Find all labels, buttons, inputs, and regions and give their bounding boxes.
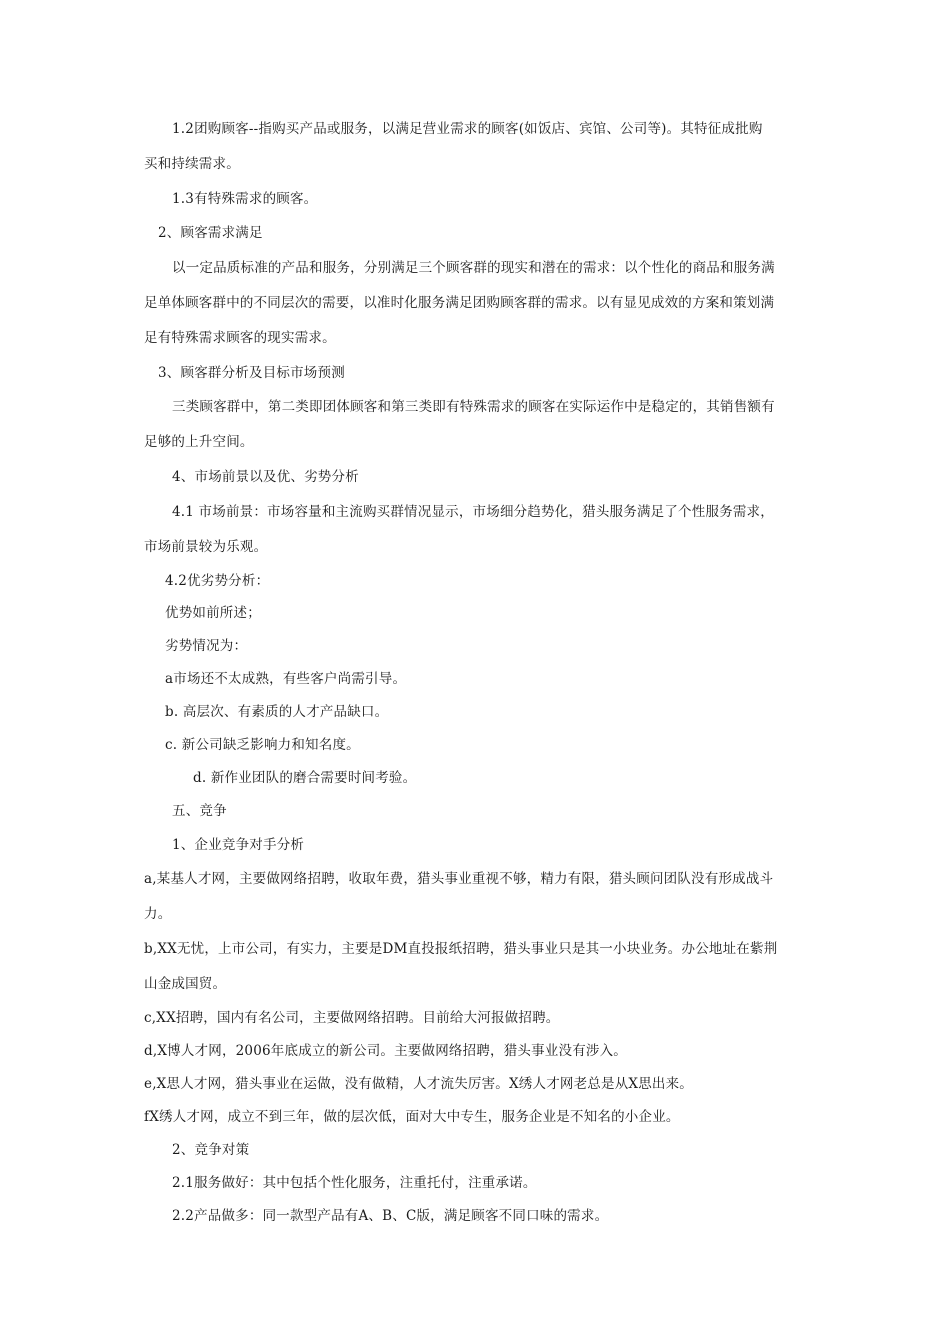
- text-line: 1.3有特殊需求的顾客。: [172, 191, 318, 207]
- text-line: 足够的上升空间。: [144, 434, 254, 450]
- text-line: 买和持续需求。: [144, 156, 240, 172]
- text-line: 市场前景较为乐观。: [144, 539, 268, 555]
- text-line: e,X思人才网，猎头事业在运做，没有做精，人才流失厉害。X绣人才网老总是从X思出来。: [144, 1076, 694, 1092]
- text-line: d,X博人才网，2006年底成立的新公司。主要做网络招聘，猎头事业没有涉入。: [144, 1043, 627, 1059]
- list-item: a市场还不太成熟，有些客户尚需引导。: [165, 671, 407, 687]
- text-line: 足单体顾客群中的不同层次的需要，以准时化服务满足团购顾客群的需求。以有显见成效的方案和策划满: [144, 295, 775, 311]
- section-heading: 4、市场前景以及优、劣势分析: [172, 469, 359, 485]
- text-line: 以一定品质标准的产品和服务，分别满足三个顾客群的现实和潜在的需求：以个性化的商品和服务满: [172, 260, 775, 276]
- list-item: d. 新作业团队的磨合需要时间考验。: [193, 770, 417, 786]
- section-heading: 2、顾客需求满足: [158, 225, 263, 241]
- section-heading: 1、企业竞争对手分析: [172, 837, 305, 853]
- text-line: 山金成国贸。: [144, 976, 227, 992]
- list-item: c. 新公司缺乏影响力和知名度。: [165, 737, 360, 753]
- text-line: 优势如前所述；: [165, 605, 261, 621]
- section-heading: 2、竞争对策: [172, 1142, 250, 1158]
- text-line: 力。: [144, 906, 172, 922]
- text-line: 2.2产品做多：同一款型产品有A、B、C版，满足顾客不同口味的需求。: [172, 1208, 609, 1224]
- section-heading: 五、竞争: [172, 803, 227, 819]
- text-line: 足有特殊需求顾客的现实需求。: [144, 330, 336, 346]
- list-item: b. 高层次、有素质的人才产品缺口。: [165, 704, 389, 720]
- text-line: 1.2团购顾客--指购买产品或服务，以满足营业需求的顾客(如饭店、宾馆、公司等)。其特征成批购: [172, 121, 763, 137]
- text-line: 4.2优劣势分析：: [165, 573, 270, 589]
- text-line: 2.1服务做好：其中包括个性化服务，注重托付，注重承诺。: [172, 1175, 537, 1191]
- text-line: fX绣人才网，成立不到三年，做的层次低，面对大中专生，服务企业是不知名的小企业。: [144, 1109, 680, 1125]
- text-line: c,XX招聘，国内有名公司，主要做网络招聘。目前给大河报做招聘。: [144, 1010, 560, 1026]
- text-line: a,某基人才网，主要做网络招聘，收取年费，猎头事业重视不够，精力有限，猎头顾问团队没有形成战斗: [144, 871, 774, 887]
- text-line: 4.1 市场前景：市场容量和主流购买群情况显示，市场细分趋势化，猎头服务满足了个性服务需求，: [172, 504, 774, 520]
- text-line: 劣势情况为：: [165, 638, 248, 654]
- text-line: 三类顾客群中，第二类即团体顾客和第三类即有特殊需求的顾客在实际运作中是稳定的，其销售额有: [172, 399, 775, 415]
- section-heading: 3、顾客群分析及目标市场预测: [158, 365, 345, 381]
- text-line: b,XX无忧，上市公司，有实力，主要是DM直投报纸招聘，猎头事业只是其一小块业务。办公地址在紫荆: [144, 941, 778, 957]
